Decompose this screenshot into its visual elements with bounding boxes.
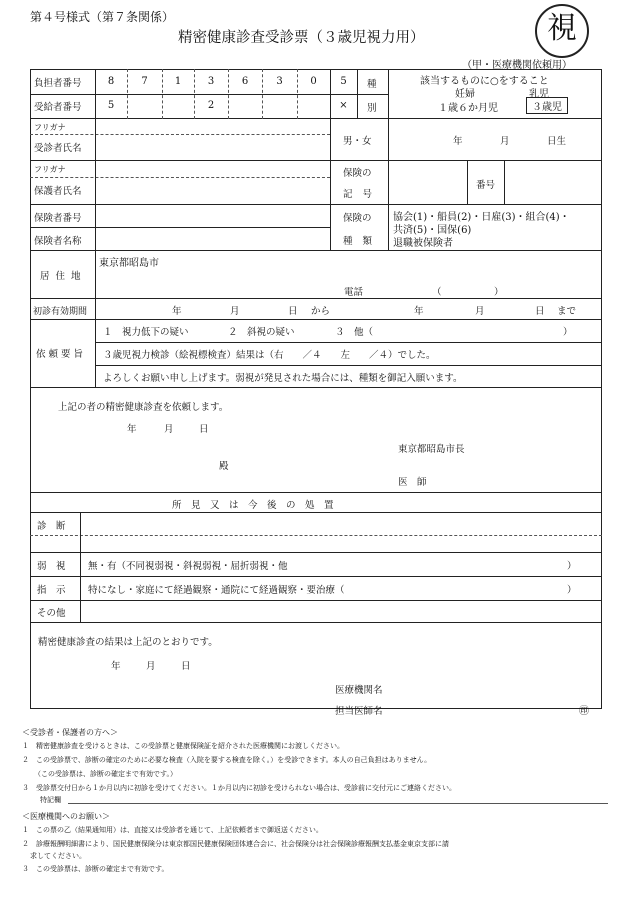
insurer-name-label: 保険者名称: [34, 236, 82, 247]
stamp-seal: 視: [535, 4, 589, 58]
insurance-type-label: 保険の: [343, 213, 372, 224]
patient-note-1: １ 精密健康診査を受けるときは、この受診票と健康保険証を紹介された医療機関にお渡しください。: [22, 742, 344, 750]
period-day2: 日: [535, 306, 545, 317]
request-date-year: 年: [127, 424, 137, 435]
insurance-types-line3: 退職被保険者: [393, 238, 453, 249]
request-line-3: よろしくお願い申し上げます。弱視が発見された場合には、種類を御記入願います。: [103, 373, 463, 384]
patient-note-2b: （この受診票は、診断の確定まで有効です。）: [34, 770, 177, 778]
patient-note-3: ３ 受診票交付日から１か月以内に初診を受けてください。１か月以内に初診を受けられない場合は、受診前に交付元にご連絡ください。: [22, 784, 456, 792]
patient-name-label: 受診者氏名: [34, 143, 82, 154]
number-label: 番号: [476, 180, 496, 191]
insurer-number-label: 保険者番号: [34, 213, 82, 224]
payer-digit: 7: [141, 76, 148, 87]
form-id: 第４号様式（第７条関係）: [30, 10, 175, 24]
type-age-1-6: １歳６か月児: [438, 103, 498, 114]
diagnosis-label: 診 断: [37, 521, 66, 532]
result-doctor-label: 担当医師名: [335, 706, 383, 717]
special-notes-label: 特記欄: [40, 796, 61, 804]
result-date-day: 日: [181, 661, 191, 672]
subtitle: （甲・医療機関依頼用）: [462, 60, 572, 71]
recipient-digit: 5: [107, 100, 115, 111]
insurance-symbol-label: 保険の: [343, 168, 372, 179]
period-month2: 月: [475, 306, 485, 317]
payer-digit: 1: [174, 76, 182, 87]
payer-digit: 5: [340, 76, 347, 87]
type-label-2: 別: [367, 103, 377, 114]
mayor-label: 東京都昭島市長: [398, 444, 465, 455]
type-pregnant: 妊婦: [455, 89, 475, 100]
result-date-year: 年: [111, 661, 121, 672]
medical-note-1: １ この票の乙（結果通知用）は、直接又は受診者を通じて、上記依頼者まで御返送ください。: [22, 826, 323, 834]
period-day1: 日: [288, 306, 298, 317]
period-year1: 年: [172, 306, 182, 317]
birth-day: 日生: [547, 136, 567, 147]
amblyopia-text: 無・有（不同視弱視・斜視弱視・屈折弱視・他: [88, 561, 288, 572]
page-title: 精密健康診査受診票（３歳児視力用）: [178, 30, 425, 46]
payer-digit: 6: [241, 76, 249, 87]
sex-field: 男・女: [343, 136, 372, 147]
x-mark: ×: [339, 100, 348, 111]
valid-period-label: 初診有効期間: [33, 307, 88, 317]
result-date-month: 月: [146, 661, 156, 672]
request-option-1: １ 視力低下の疑い: [103, 327, 189, 338]
instruction-close: ）: [567, 585, 577, 596]
phone-paren-close: ）: [494, 287, 504, 298]
form-frame: [30, 69, 602, 709]
period-until: まで: [557, 306, 577, 317]
insurance-types-line2: 共済(5)・国保(6): [393, 225, 472, 236]
amblyopia-close: ）: [567, 561, 577, 572]
result-text: 精密健康診査の結果は上記のとおりです。: [38, 637, 218, 648]
type-instruction: 該当するものに○をすること: [420, 76, 549, 87]
type-label-1: 種: [367, 79, 377, 90]
request-option-3-close: ）: [563, 327, 573, 338]
payer-digit: 3: [276, 76, 283, 87]
payer-number-label: 負担者番号: [34, 78, 82, 89]
request-date-month: 月: [164, 424, 174, 435]
instruction-text: 特になし・家庭にて経過観察・通院にて経過観察・要治療（: [88, 585, 345, 596]
type-infant: 乳児: [529, 89, 549, 100]
phone-paren-open: （: [432, 287, 442, 298]
period-year2: 年: [414, 306, 424, 317]
phone-label: 電話: [344, 287, 364, 298]
type-age-3: ３歳児: [526, 97, 568, 114]
other-label: その他: [37, 608, 66, 619]
doctor-label: 医 師: [398, 477, 427, 488]
insurance-type-label-2: 種類: [343, 236, 383, 247]
amblyopia-label: 弱 視: [37, 561, 66, 572]
birth-year: 年: [453, 136, 463, 147]
address-label: 居住地: [40, 271, 87, 282]
dono-label: 殿: [219, 461, 229, 472]
period-from: から: [311, 306, 331, 317]
request-text: 上記の者の精密健康診査を依頼します。: [58, 402, 229, 413]
furigana-label: フリガナ: [34, 123, 66, 132]
patient-notes-heading: ＜受診者・保護者の方へ＞: [22, 728, 118, 737]
guardian-name-label: 保護者氏名: [34, 186, 82, 197]
furigana-label: フリガナ: [34, 165, 66, 174]
patient-note-2: ２ この受診票で、診断の確定のために必要な検査（入院を要する検査を除く。）を受診できます。本人の自己負担はありません。: [22, 756, 432, 764]
medical-notes-heading: ＜医療機関へのお願い＞: [22, 812, 110, 821]
request-option-2: ２ 斜視の疑い: [228, 327, 295, 338]
period-month1: 月: [230, 306, 240, 317]
request-line-2: ３歳児視力検診（絵視標検査）結果は（右 ／４ 左 ／４）でした。: [103, 350, 436, 361]
address-value: 東京都昭島市: [99, 258, 159, 269]
birth-month: 月: [500, 136, 510, 147]
recipient-digit: 2: [207, 100, 215, 111]
insurance-symbol-label-2: 記号: [343, 189, 383, 200]
payer-digit: 8: [107, 76, 115, 87]
request-label: 依頼要旨: [36, 349, 87, 360]
recipient-number-label: 受給者番号: [34, 102, 82, 113]
request-date-day: 日: [199, 424, 209, 435]
request-option-3: ３ 他（: [335, 327, 374, 338]
payer-digit: 0: [310, 76, 317, 87]
insurance-types-line1: 協会(1)・船員(2)・日雇(3)・組合(4)・: [393, 212, 570, 223]
institution-label: 医療機関名: [335, 685, 383, 696]
instruction-label: 指 示: [37, 585, 66, 596]
seal-mark: ㊞: [579, 706, 589, 717]
medical-note-2: ２ 診療報酬明細書により、国民健康保険分は東京都国民健康保険団体連合会に、社会保険分は社会保険診療報酬支払基金東京支部に請: [22, 840, 449, 848]
payer-digit: 3: [207, 76, 215, 87]
medical-note-3: ３ この受診票は、診断の確定まで有効です。: [22, 865, 169, 873]
findings-header: 所 見 又 は 今 後 の 処 置: [172, 500, 334, 511]
medical-note-2b: 求してください。: [30, 852, 86, 860]
